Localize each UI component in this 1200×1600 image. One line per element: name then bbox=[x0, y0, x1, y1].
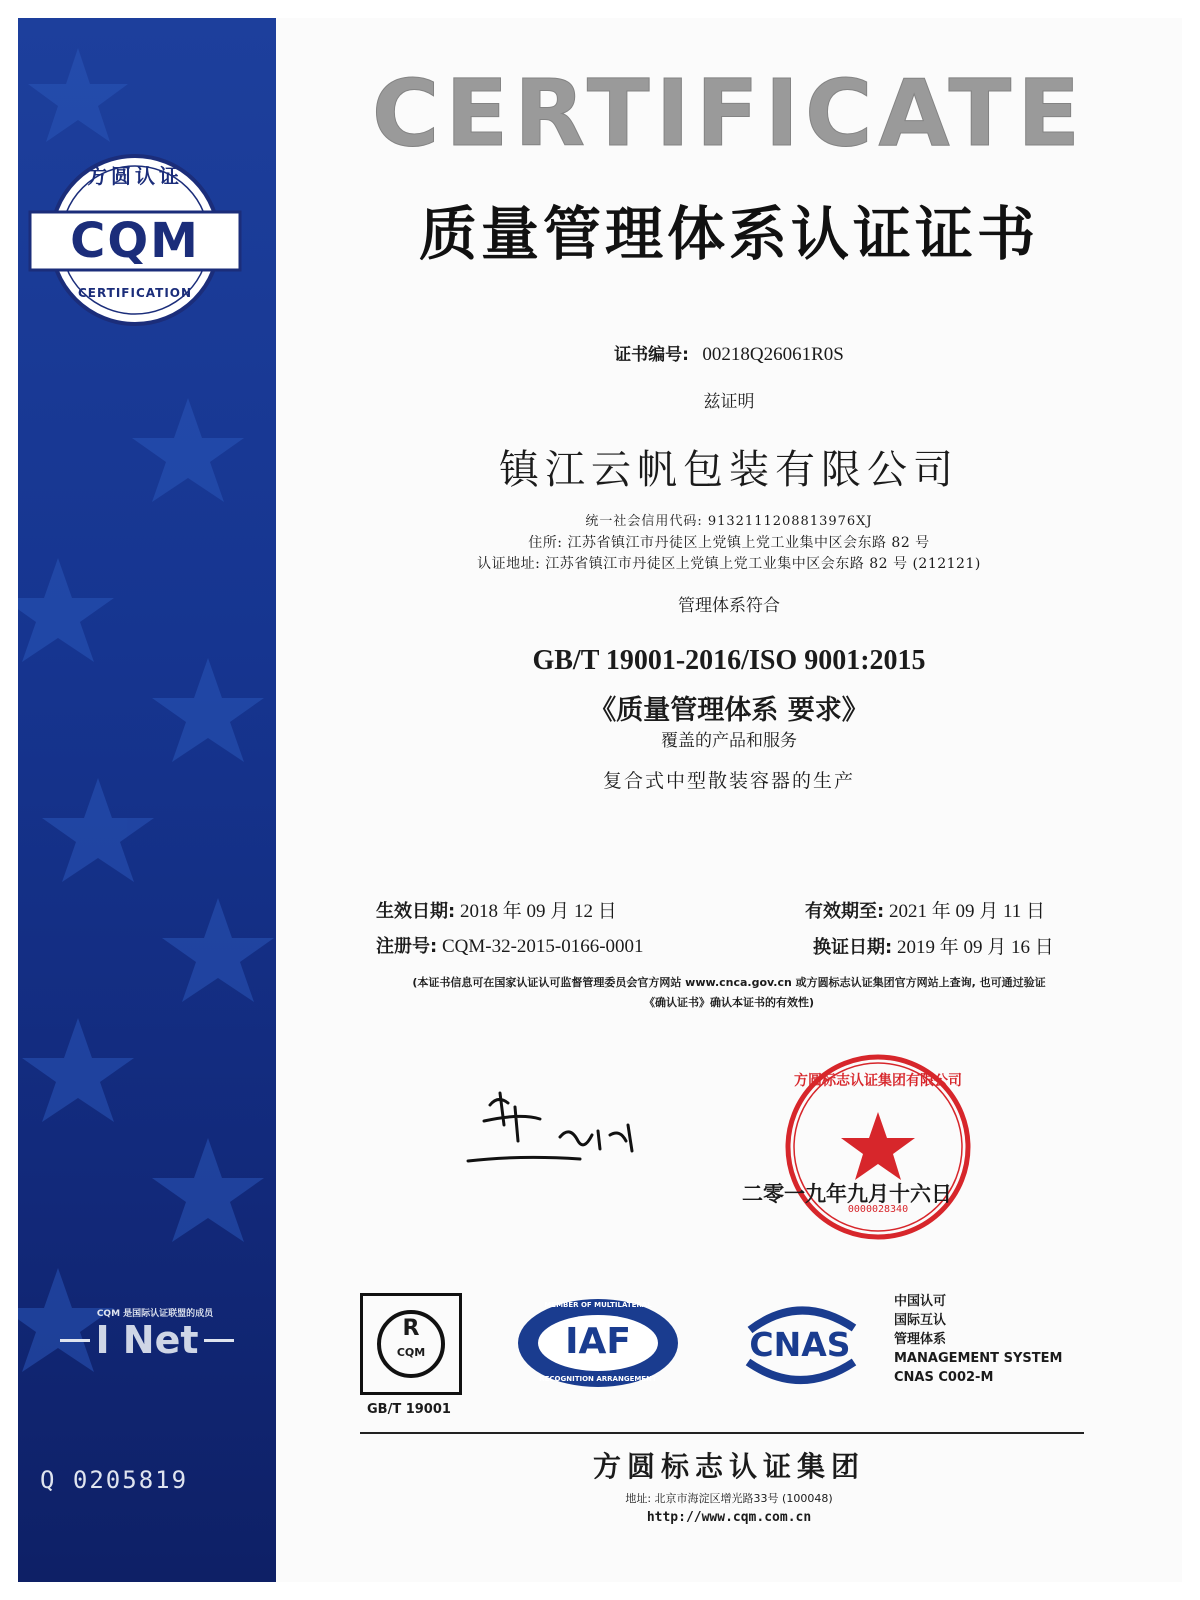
registration-number bbox=[376, 932, 644, 958]
cnas-line: CNAS C002-M bbox=[894, 1370, 994, 1385]
cnas-line: 国际互认 bbox=[894, 1313, 947, 1328]
inet-caption: CQM 是国际认证联盟的成员 bbox=[96, 1309, 214, 1319]
signature bbox=[460, 1085, 680, 1175]
cnas-line: 管理体系 bbox=[894, 1332, 947, 1347]
footer-divider bbox=[360, 1432, 1084, 1434]
seal-number: 0000028340 bbox=[847, 1204, 909, 1215]
renewal-value: 2019 年 09 月 16 日 bbox=[896, 937, 1054, 958]
certify-text: 兹证明 bbox=[703, 392, 755, 412]
issue-date: 二零一九年九月十六日 bbox=[742, 1182, 952, 1206]
standard: GB/T 19001-2016/ISO 9001:2015 bbox=[532, 645, 926, 676]
cnas-description bbox=[894, 1292, 1062, 1387]
scope: 复合式中型散装容器的生产 bbox=[602, 770, 855, 792]
scope-label: 覆盖的产品和服务 bbox=[661, 731, 797, 751]
inet-label: I Net bbox=[95, 1318, 199, 1362]
star-icon bbox=[152, 1138, 264, 1242]
iaf-arc-top: MEMBER OF MULTILATERAL bbox=[544, 1301, 652, 1309]
star-icon bbox=[132, 398, 244, 502]
footer-address: 地址: 北京市海淀区增光路33号 (100048) bbox=[625, 1492, 833, 1505]
serial-number: Q 0205819 bbox=[40, 1466, 189, 1494]
address: 住所: 江苏省镇江市丹徒区上党镇上党工业集中区会东路 82 号 bbox=[528, 535, 930, 551]
standard-name: 《质量管理体系 要求》 bbox=[589, 695, 869, 726]
certificate-number-value: 00218Q26061R0S bbox=[702, 344, 844, 365]
official-seal bbox=[783, 1052, 973, 1242]
title-en: CERTIFICATE bbox=[371, 60, 1087, 167]
effective-date bbox=[376, 896, 617, 923]
credit-code: 统一社会信用代码: 9132111208813976XJ bbox=[585, 514, 873, 529]
iaf-text: IAF bbox=[565, 1321, 631, 1362]
certified-address: 认证地址: 江苏省镇江市丹徒区上党镇上党工业集中区会东路 82 号 (212121) bbox=[477, 556, 981, 572]
rcqm-mark bbox=[360, 1293, 462, 1395]
renewal-date bbox=[813, 932, 1054, 959]
iaf-logo bbox=[515, 1296, 681, 1390]
valid-until bbox=[805, 896, 1045, 923]
verification-note-line2: 《确认证书》确认本证书的有效性) bbox=[643, 996, 815, 1009]
effective-date-label: 生效日期: bbox=[376, 901, 456, 922]
certificate-number bbox=[276, 345, 1182, 364]
logo-bottom-text: CERTIFICATION bbox=[77, 286, 193, 300]
company-name: 镇江云帆包装有限公司 bbox=[499, 447, 959, 493]
inet-logo bbox=[18, 1318, 276, 1362]
star-icon bbox=[162, 898, 274, 1002]
effective-date-value: 2018 年 09 月 12 日 bbox=[459, 901, 617, 922]
valid-until-label: 有效期至: bbox=[805, 901, 885, 922]
cnas-text: CNAS bbox=[749, 1325, 851, 1364]
seal-text: 方圆标志认证集团有限公司 bbox=[794, 1073, 962, 1089]
logo-arc-text: 方圆认证 bbox=[87, 164, 183, 188]
iaf-arc-bottom: RECOGNITION ARRANGEMENT bbox=[539, 1375, 657, 1383]
rcqm-label: GB/T 19001 bbox=[367, 1402, 451, 1417]
cnas-logo bbox=[730, 1300, 870, 1390]
title-cn: 质量管理体系认证证书 bbox=[418, 200, 1039, 268]
star-icon bbox=[22, 1018, 134, 1122]
logo-main-text: CQM bbox=[70, 213, 200, 269]
rcqm-r: R bbox=[402, 1316, 420, 1341]
inet-bar-right bbox=[204, 1339, 234, 1342]
inet-bar-left bbox=[60, 1339, 90, 1342]
footer-org: 方圆标志认证集团 bbox=[592, 1450, 865, 1483]
certificate-number-label: 证书编号: bbox=[614, 345, 689, 365]
rcqm-sub: CQM bbox=[396, 1346, 426, 1359]
cqm-logo bbox=[28, 150, 242, 330]
renewal-label: 换证日期: bbox=[813, 937, 893, 958]
cnas-line: MANAGEMENT SYSTEM bbox=[894, 1351, 1063, 1366]
verification-note-line1: (本证书信息可在国家认证认可监督管理委员会官方网站 www.cnca.gov.cn 或方圆标志认证集团官方网站上查询, 也可通过验证 bbox=[412, 976, 1046, 989]
star-icon bbox=[18, 558, 114, 662]
footer-url[interactable]: http://www.cqm.com.cn bbox=[646, 1510, 812, 1525]
star-icon bbox=[28, 48, 128, 142]
star-icon bbox=[42, 778, 154, 882]
cnas-line: 中国认可 bbox=[894, 1294, 947, 1309]
conforms-text: 管理体系符合 bbox=[678, 596, 780, 616]
seal-star-icon bbox=[841, 1112, 915, 1180]
registration-value: CQM-32-2015-0166-0001 bbox=[441, 936, 644, 957]
valid-until-value: 2021 年 09 月 11 日 bbox=[888, 901, 1045, 922]
registration-label: 注册号: bbox=[376, 936, 438, 957]
star-icon bbox=[152, 658, 264, 762]
